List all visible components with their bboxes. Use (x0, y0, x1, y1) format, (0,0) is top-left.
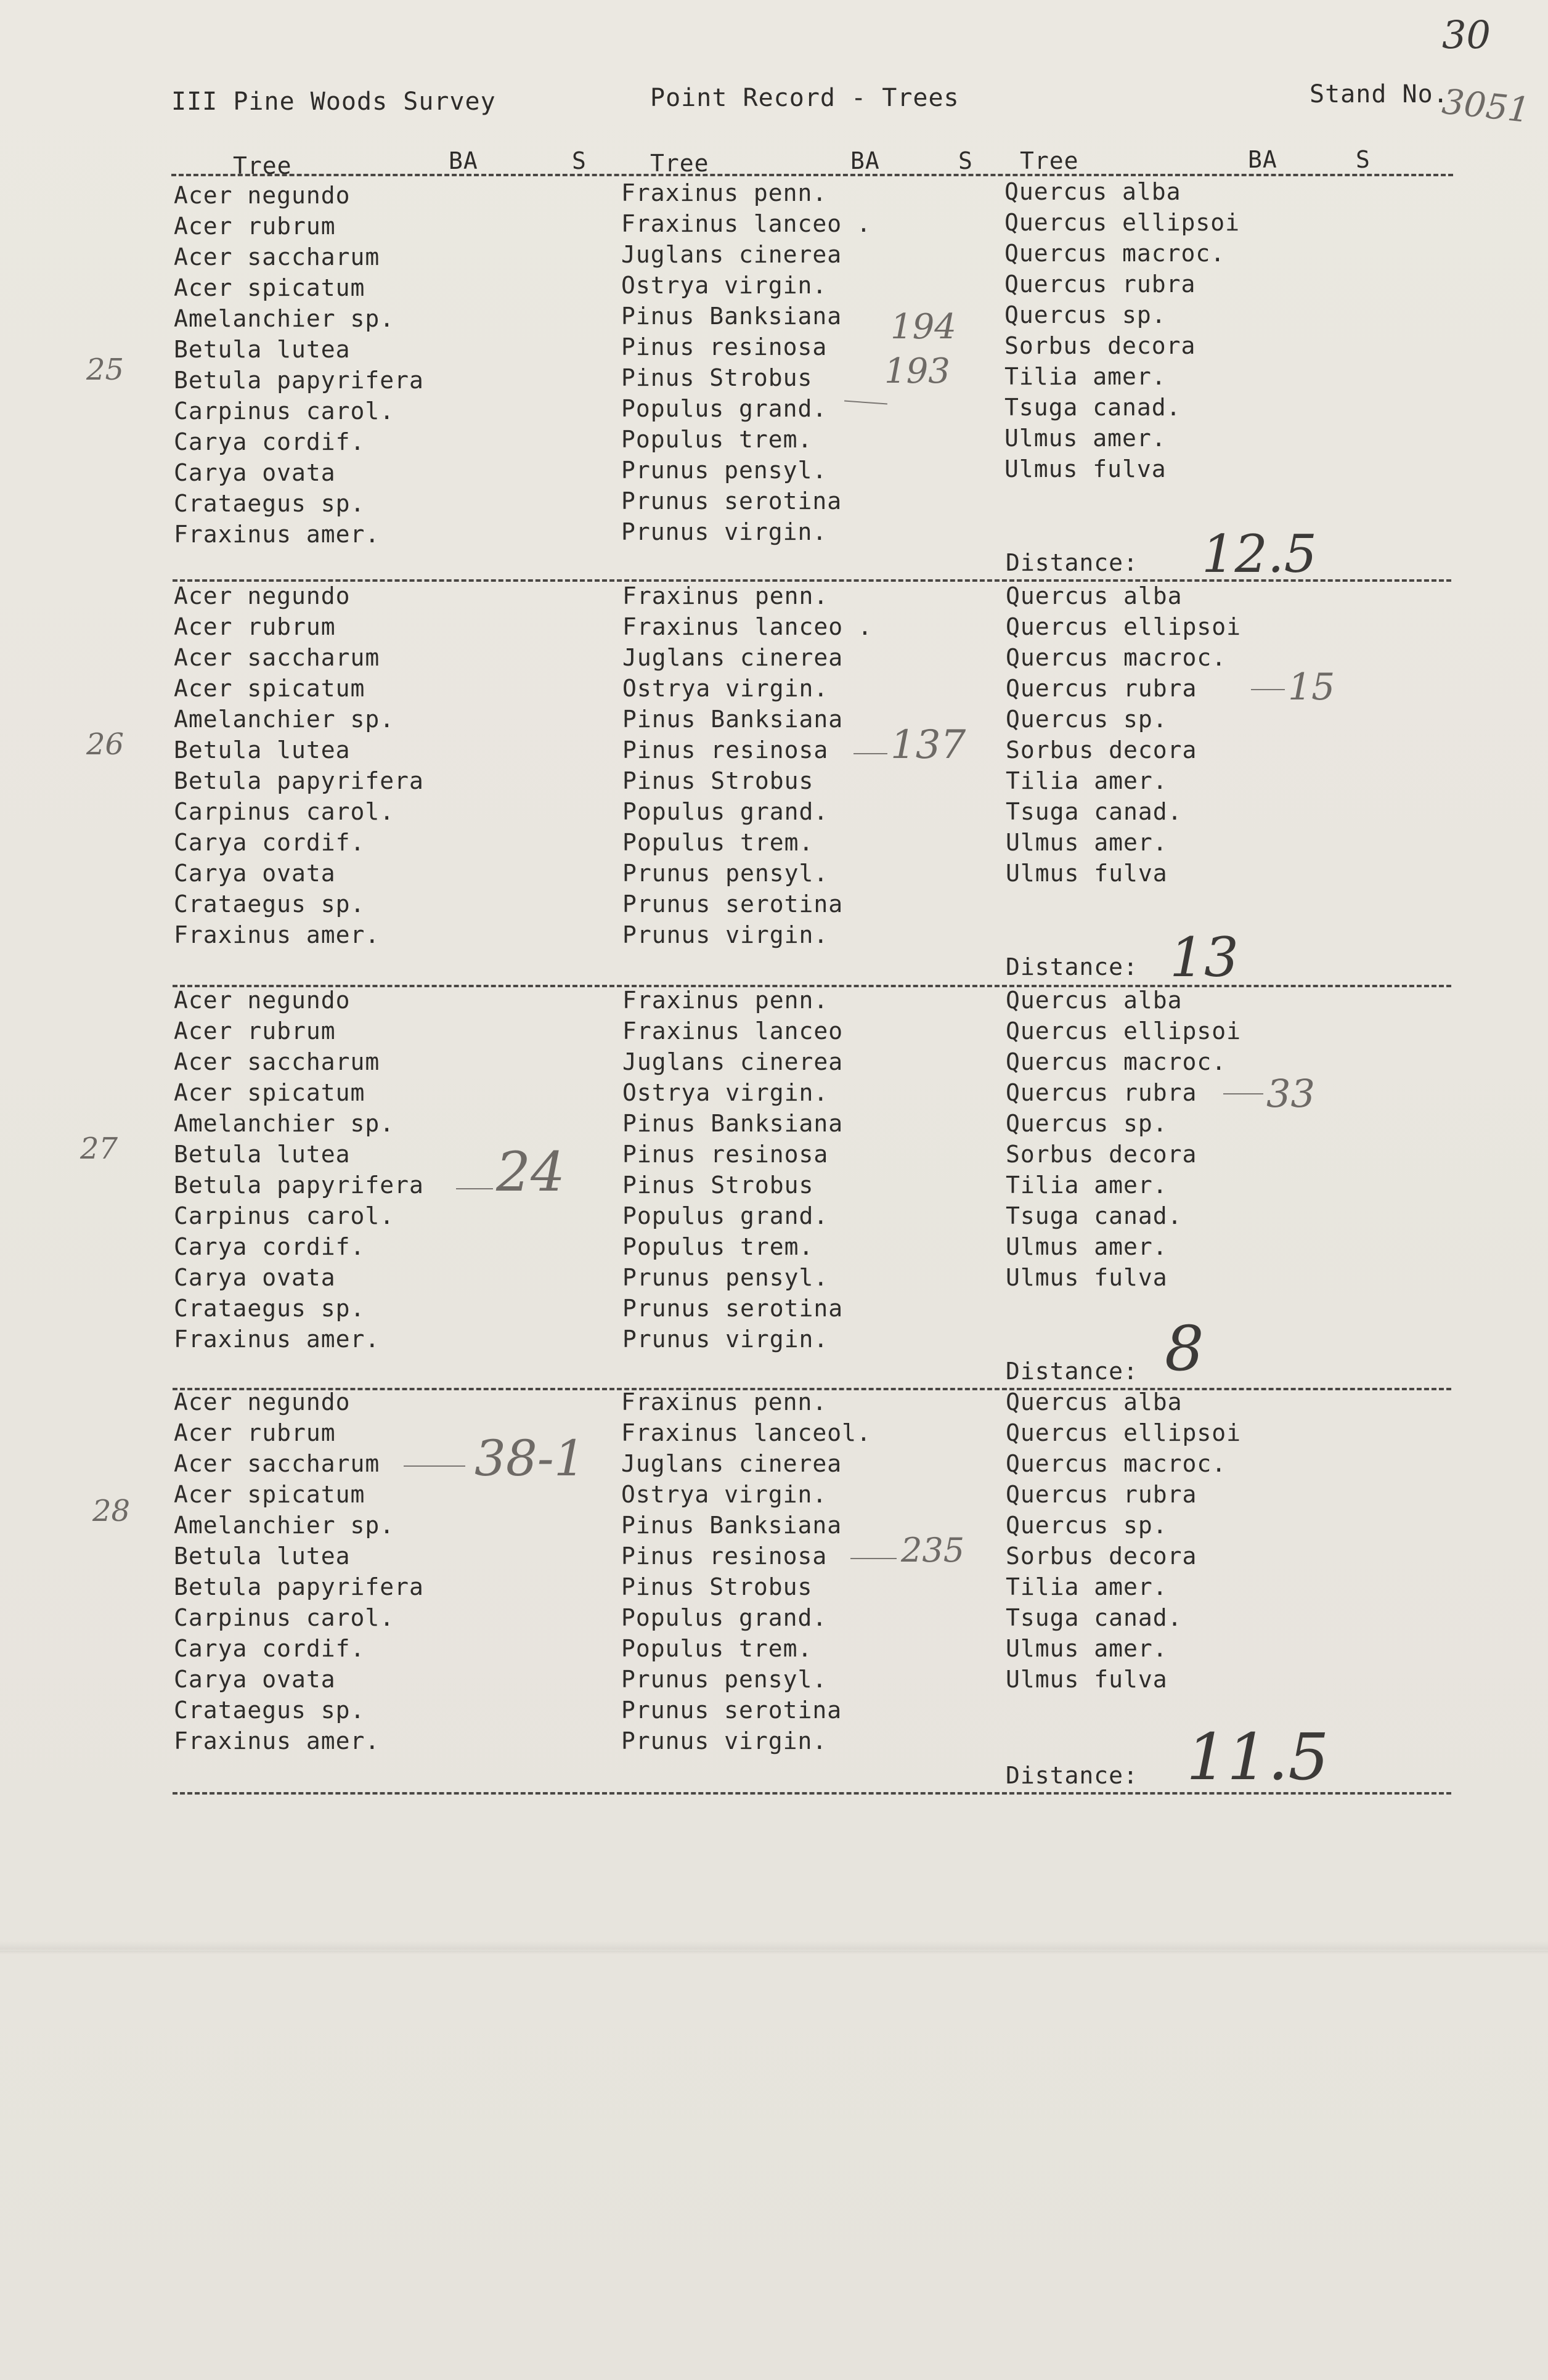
species-entry: Carya ovata (174, 459, 336, 486)
species-entry: Ostrya virgin. (622, 675, 829, 702)
species-entry: Ulmus fulva (1006, 860, 1168, 887)
species-entry: Prunus serotina (622, 1295, 844, 1322)
species-entry: Juglans cinerea (621, 1450, 842, 1477)
species-entry: Ulmus fulva (1006, 1666, 1168, 1693)
species-entry: Quercus ellipsoi (1006, 1017, 1242, 1045)
handwritten-note: 193 (884, 351, 950, 391)
species-entry: Acer negundo (174, 582, 351, 609)
species-entry: Tilia amer. (1004, 363, 1167, 390)
fold-line (0, 1950, 1548, 1954)
col2-ba-header: BA (850, 147, 880, 174)
species-entry: Acer rubrum (174, 613, 336, 640)
species-entry: Betula papyrifera (174, 1172, 424, 1199)
species-entry: Carpinus carol. (174, 1604, 395, 1631)
header-rule (171, 174, 1453, 176)
species-entry: Crataegus sp. (174, 1295, 365, 1322)
species-entry: Ulmus amer. (1006, 829, 1168, 856)
species-entry: Carya ovata (174, 860, 336, 887)
species-entry: Pinus resinosa (621, 333, 828, 361)
species-entry: Pinus Banksiana (622, 706, 844, 733)
species-entry: Amelanchier sp. (174, 706, 395, 733)
distance-label: Distance: (1006, 953, 1138, 980)
species-entry: Quercus alba (1004, 178, 1181, 205)
pen-stroke (1251, 689, 1285, 690)
species-entry: Amelanchier sp. (174, 1512, 395, 1539)
species-entry: Fraxinus penn. (621, 1388, 828, 1416)
col1-s-header: S (572, 147, 587, 174)
species-entry: Acer spicatum (174, 1481, 365, 1508)
species-entry: Carya cordif. (174, 829, 365, 856)
species-entry: Populus trem. (621, 1635, 813, 1662)
species-entry: Betula lutea (174, 1543, 351, 1570)
species-column-2 (621, 1387, 871, 1756)
species-entry: Populus grand. (622, 798, 829, 825)
species-entry: Carya ovata (174, 1264, 336, 1291)
species-entry: Carya cordif. (174, 1233, 365, 1260)
species-entry: Fraxinus amer. (174, 921, 380, 948)
species-entry: Tilia amer. (1006, 1573, 1168, 1600)
species-entry: Prunus virgin. (621, 1727, 828, 1754)
species-entry: Tsuga canad. (1004, 394, 1181, 421)
species-entry: Fraxinus lanceo . (622, 613, 873, 640)
species-entry: Ulmus amer. (1006, 1233, 1168, 1260)
species-entry: Populus grand. (621, 395, 828, 422)
species-entry: Pinus resinosa (622, 736, 829, 764)
species-entry: Acer negundo (174, 182, 351, 209)
species-entry: Fraxinus lanceol. (621, 1419, 871, 1446)
species-entry: Pinus Banksiana (621, 1512, 842, 1539)
species-entry: Acer rubrum (174, 213, 336, 240)
species-entry: Populus grand. (622, 1202, 829, 1229)
species-entry: Ostrya virgin. (621, 272, 828, 299)
species-entry: Populus trem. (622, 1233, 814, 1260)
species-entry: Prunus virgin. (622, 1326, 829, 1353)
species-entry: Sorbus decora (1006, 736, 1197, 764)
species-entry: Quercus rubra (1006, 1079, 1197, 1106)
species-entry: Tsuga canad. (1006, 1202, 1183, 1229)
species-entry: Pinus resinosa (621, 1543, 828, 1570)
pen-stroke (853, 753, 887, 754)
species-column-2 (622, 985, 843, 1355)
species-entry: Acer saccharum (174, 1048, 380, 1075)
species-entry: Prunus pensyl. (622, 1264, 829, 1291)
species-entry: Pinus Strobus (622, 1172, 814, 1199)
record-title: Point Record - Trees (650, 84, 959, 112)
species-entry: Fraxinus penn. (622, 987, 829, 1014)
species-entry: Ulmus fulva (1006, 1264, 1168, 1291)
species-entry: Quercus sp. (1006, 1512, 1168, 1539)
handwritten-note: 137 (890, 722, 966, 768)
species-entry: Populus grand. (621, 1604, 828, 1631)
distance-value: 11.5 (1186, 1719, 1329, 1795)
species-column-1 (174, 985, 424, 1355)
species-entry: Pinus Banksiana (622, 1110, 844, 1137)
handwritten-note: 235 (901, 1531, 965, 1570)
species-entry: Quercus ellipsoi (1006, 613, 1242, 640)
point-number: 28 (92, 1494, 131, 1528)
species-entry: Quercus sp. (1006, 706, 1168, 733)
col2-tree-header: Tree (650, 150, 709, 177)
col3-tree-header: Tree (1020, 147, 1079, 174)
pen-stroke (456, 1188, 493, 1189)
species-entry: Prunus virgin. (622, 921, 829, 948)
species-entry: Acer saccharum (174, 243, 380, 271)
species-entry: Betula papyrifera (174, 1573, 424, 1600)
pen-stroke (404, 1465, 465, 1467)
species-entry: Quercus rubra (1006, 1481, 1197, 1508)
species-entry: Populus trem. (622, 829, 814, 856)
species-entry: Prunus serotina (621, 487, 842, 515)
species-entry: Quercus macroc. (1006, 1048, 1227, 1075)
species-entry: Ulmus fulva (1004, 455, 1167, 483)
species-entry: Acer negundo (174, 1388, 351, 1416)
point-number: 27 (80, 1131, 118, 1166)
handwritten-note: 38-1 (475, 1430, 585, 1487)
species-entry: Pinus Banksiana (621, 303, 842, 330)
distance-label: Distance: (1006, 549, 1138, 576)
species-entry: Quercus macroc. (1006, 1450, 1227, 1477)
species-entry: Acer saccharum (174, 644, 380, 671)
species-entry: Fraxinus lanceo (622, 1017, 844, 1045)
species-entry: Fraxinus penn. (622, 582, 829, 609)
species-entry: Crataegus sp. (174, 490, 365, 517)
handwritten-note: 33 (1266, 1071, 1315, 1116)
species-entry: Acer spicatum (174, 675, 365, 702)
species-entry: Populus trem. (621, 426, 813, 453)
point-number: 26 (86, 727, 124, 762)
species-entry: Pinus Strobus (621, 1573, 813, 1600)
species-entry: Fraxinus amer. (174, 1727, 380, 1754)
species-entry: Juglans cinerea (621, 241, 842, 268)
species-entry: Prunus pensyl. (622, 860, 829, 887)
species-entry: Prunus pensyl. (621, 1666, 828, 1693)
species-entry: Quercus macroc. (1006, 644, 1227, 671)
col1-tree-header: Tree (233, 152, 292, 179)
species-entry: Prunus pensyl. (621, 457, 828, 484)
species-entry: Pinus Strobus (622, 767, 814, 794)
species-entry: Carpinus carol. (174, 397, 395, 425)
pen-stroke (1223, 1093, 1263, 1094)
species-entry: Fraxinus amer. (174, 1326, 380, 1353)
col2-s-header: S (958, 147, 973, 174)
species-entry: Pinus resinosa (622, 1141, 829, 1168)
species-entry: Fraxinus penn. (621, 179, 828, 206)
species-entry: Pinus Strobus (621, 364, 813, 391)
species-entry: Sorbus decora (1006, 1543, 1197, 1570)
pen-stroke (850, 1558, 897, 1559)
species-entry: Quercus rubra (1006, 675, 1197, 702)
distance-label: Distance: (1006, 1358, 1138, 1385)
species-column-3 (1004, 176, 1240, 484)
species-entry: Tsuga canad. (1006, 798, 1183, 825)
species-entry: Carya cordif. (174, 1635, 365, 1662)
handwritten-note: 194 (890, 307, 956, 347)
species-entry: Acer rubrum (174, 1017, 336, 1045)
handwritten-note: 15 (1288, 666, 1335, 709)
handwritten-note: 24 (496, 1140, 565, 1204)
species-entry: Quercus rubra (1004, 271, 1196, 298)
species-entry: Carpinus carol. (174, 1202, 395, 1229)
species-entry: Sorbus decora (1006, 1141, 1197, 1168)
species-column-3 (1006, 985, 1241, 1293)
species-entry: Carya ovata (174, 1666, 336, 1693)
page-number: 30 (1442, 12, 1491, 57)
species-entry: Tilia amer. (1006, 1172, 1168, 1199)
species-entry: Ostrya virgin. (621, 1481, 828, 1508)
species-entry: Fraxinus lanceo . (621, 210, 871, 237)
species-column-2 (621, 177, 871, 547)
species-entry: Quercus alba (1006, 987, 1183, 1014)
species-entry: Amelanchier sp. (174, 1110, 395, 1137)
species-entry: Quercus ellipsoi (1004, 209, 1240, 236)
species-entry: Fraxinus amer. (174, 521, 380, 548)
species-entry: Juglans cinerea (622, 1048, 844, 1075)
species-entry: Ostrya virgin. (622, 1079, 829, 1106)
species-entry: Acer spicatum (174, 274, 365, 301)
species-entry: Juglans cinerea (622, 644, 844, 671)
stand-number: 3051 (1440, 81, 1532, 131)
species-entry: Betula lutea (174, 336, 351, 363)
survey-title: III Pine Woods Survey (171, 88, 496, 116)
species-entry: Sorbus decora (1004, 332, 1196, 359)
species-entry: Quercus alba (1006, 582, 1183, 609)
species-entry: Ulmus amer. (1006, 1635, 1168, 1662)
species-entry: Acer rubrum (174, 1419, 336, 1446)
species-column-2 (622, 581, 873, 950)
species-entry: Carpinus carol. (174, 798, 395, 825)
species-entry: Amelanchier sp. (174, 305, 395, 332)
distance-value: 13 (1170, 926, 1239, 989)
species-entry: Quercus ellipsoi (1006, 1419, 1242, 1446)
species-entry: Crataegus sp. (174, 1697, 365, 1724)
species-column-1 (174, 581, 424, 950)
fold-shadow (0, 1941, 1548, 1950)
species-entry: Tsuga canad. (1006, 1604, 1183, 1631)
species-entry: Prunus virgin. (621, 518, 828, 545)
species-entry: Acer saccharum (174, 1450, 380, 1477)
species-entry: Acer negundo (174, 987, 351, 1014)
species-entry: Quercus sp. (1006, 1110, 1168, 1137)
species-entry: Tilia amer. (1006, 767, 1168, 794)
species-entry: Ulmus amer. (1004, 425, 1167, 452)
col1-ba-header: BA (449, 147, 478, 174)
species-column-1 (174, 180, 424, 550)
species-entry: Quercus macroc. (1004, 240, 1226, 267)
stand-label: Stand No. (1310, 80, 1449, 108)
species-column-3 (1006, 1387, 1241, 1695)
species-entry: Quercus alba (1006, 1388, 1183, 1416)
species-entry: Carya cordif. (174, 428, 365, 455)
species-entry: Betula lutea (174, 736, 351, 764)
species-column-3 (1006, 581, 1241, 889)
species-entry: Betula papyrifera (174, 367, 424, 394)
species-entry: Quercus sp. (1004, 301, 1167, 328)
distance-value: 12.5 (1202, 524, 1318, 584)
col3-ba-header: BA (1248, 146, 1277, 173)
species-column-1 (174, 1387, 424, 1756)
point-number: 25 (86, 353, 124, 387)
species-entry: Prunus serotina (622, 890, 844, 918)
point-separator (173, 1792, 1451, 1795)
col3-s-header: S (1356, 146, 1371, 173)
species-entry: Crataegus sp. (174, 890, 365, 918)
species-entry: Betula papyrifera (174, 767, 424, 794)
distance-value: 8 (1165, 1313, 1204, 1385)
species-entry: Betula lutea (174, 1141, 351, 1168)
distance-label: Distance: (1006, 1762, 1138, 1789)
species-entry: Prunus serotina (621, 1697, 842, 1724)
species-entry: Acer spicatum (174, 1079, 365, 1106)
